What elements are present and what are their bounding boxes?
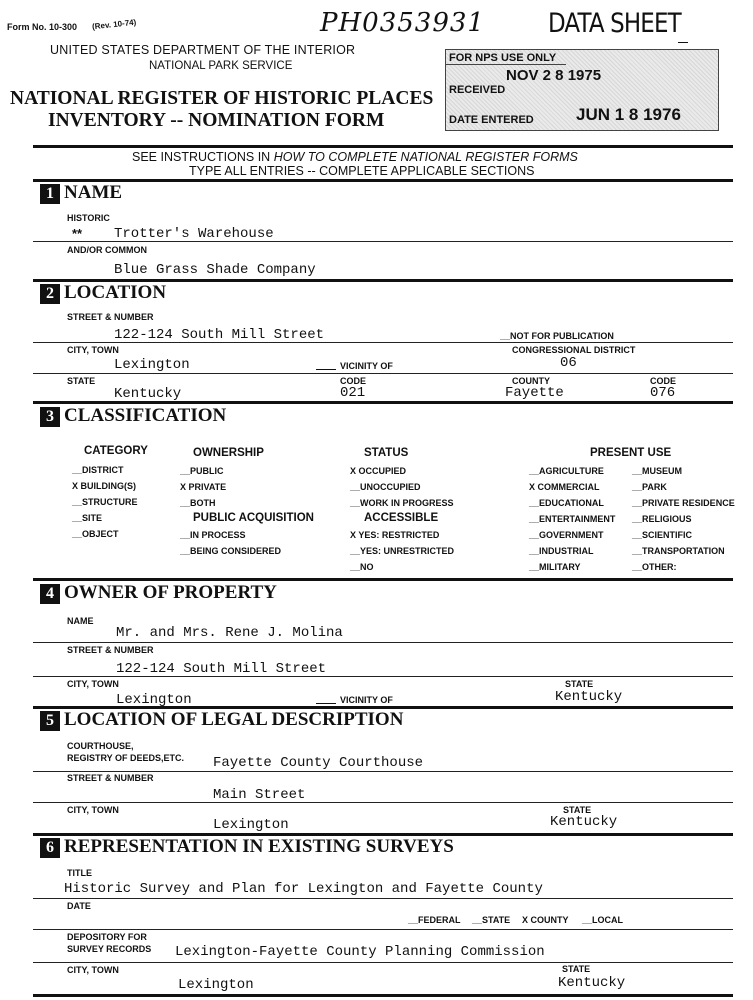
section-5-number: 5 xyxy=(40,711,60,731)
present-use-option: __PRIVATE RESIDENCE xyxy=(632,498,735,508)
owner-vicinity-label: VICINITY OF xyxy=(340,695,393,705)
legal-street-value: Main Street xyxy=(213,787,306,803)
survey-state-label: STATE xyxy=(562,964,591,974)
rule xyxy=(33,962,733,963)
nps-label-underline xyxy=(446,64,566,65)
depository-label-line1: DEPOSITORY FOR xyxy=(67,932,147,942)
status-option: __UNOCCUPIED xyxy=(350,482,421,492)
present-use-heading: PRESENT USE xyxy=(590,447,672,459)
public-acquisition-heading: PUBLIC ACQUISITION xyxy=(193,512,314,524)
nps-use-only-label: FOR NPS USE ONLY xyxy=(449,52,557,64)
location-vicinity-label: VICINITY OF xyxy=(340,361,393,371)
rule xyxy=(33,373,733,374)
county-code-label: CODE xyxy=(650,376,677,386)
received-date-stamp: NOV 2 8 1975 xyxy=(506,67,602,84)
instructions-top-rule xyxy=(33,145,733,148)
instructions-guide-title: HOW TO COMPLETE NATIONAL REGISTER FORMS xyxy=(273,150,578,164)
survey-state-value: Kentucky xyxy=(558,975,626,991)
location-city-label: CITY, TOWN xyxy=(67,345,119,355)
present-use-option: __SCIENTIFIC xyxy=(632,530,693,540)
historic-name-value: Trotter's Warehouse xyxy=(114,226,274,242)
congressional-district-label: CONGRESSIONAL DISTRICT xyxy=(512,345,636,355)
present-use-option: __PARK xyxy=(632,482,667,492)
stamp-underline xyxy=(678,42,688,43)
survey-level-option: X COUNTY xyxy=(522,915,569,925)
section-2-bottom-rule xyxy=(33,401,733,404)
legal-state-label: STATE xyxy=(563,805,592,815)
owner-street-label: STREET & NUMBER xyxy=(67,645,154,655)
not-for-publication-label: __NOT FOR PUBLICATION xyxy=(500,331,614,341)
depository-label-line2: SURVEY RECORDS xyxy=(67,944,152,954)
present-use-option: X COMMERCIAL xyxy=(529,482,600,492)
depository-value: Lexington-Fayette County Planning Commission xyxy=(175,944,545,960)
rule xyxy=(33,771,733,772)
vicinity-blank xyxy=(316,703,336,704)
location-street-value: 122-124 South Mill Street xyxy=(114,327,325,343)
present-use-option: __EDUCATIONAL xyxy=(529,498,604,508)
owner-name-label: NAME xyxy=(67,616,94,626)
section-6-title: REPRESENTATION IN EXISTING SURVEYS xyxy=(64,836,454,857)
legal-state-value: Kentucky xyxy=(550,814,618,830)
date-entered-stamp: JUN 1 8 1976 xyxy=(576,105,681,124)
rule xyxy=(33,898,733,899)
survey-level-option: __FEDERAL xyxy=(408,915,461,925)
location-city-value: Lexington xyxy=(114,357,190,373)
acquisition-option: __BEING CONSIDERED xyxy=(180,546,282,556)
category-heading: CATEGORY xyxy=(84,445,148,457)
acquisition-option: __IN PROCESS xyxy=(180,530,246,540)
present-use-option: __AGRICULTURE xyxy=(529,466,604,476)
common-name-value: Blue Grass Shade Company xyxy=(114,262,316,278)
status-heading: STATUS xyxy=(364,447,409,459)
access-option: __NO xyxy=(350,562,374,572)
survey-level-option: __LOCAL xyxy=(582,915,624,925)
section-3-number: 3 xyxy=(40,407,60,427)
common-name-label: AND/OR COMMON xyxy=(67,245,147,255)
instructions-line1 xyxy=(132,150,578,164)
rule xyxy=(33,342,733,343)
form-revision: (Rev. 10-74) xyxy=(91,17,137,32)
section-1-title: NAME xyxy=(64,182,123,203)
ownership-option: __PUBLIC xyxy=(180,466,224,476)
present-use-option: __INDUSTRIAL xyxy=(529,546,594,556)
category-option: __STRUCTURE xyxy=(72,497,138,507)
historic-name-label: HISTORIC xyxy=(67,213,110,223)
present-use-option: __RELIGIOUS xyxy=(632,514,692,524)
nps-use-only-box xyxy=(445,49,719,131)
category-option: X BUILDING(S) xyxy=(72,481,136,491)
survey-city-value: Lexington xyxy=(178,977,254,993)
ownership-option: __BOTH xyxy=(180,498,216,508)
present-use-option: __TRANSPORTATION xyxy=(632,546,725,556)
section-1-number: 1 xyxy=(40,184,60,204)
location-street-label: STREET & NUMBER xyxy=(67,312,154,322)
present-use-option: __GOVERNMENT xyxy=(529,530,604,540)
data-sheet-stamp: DATA SHEET xyxy=(548,8,681,39)
rule xyxy=(33,929,733,930)
ownership-heading: OWNERSHIP xyxy=(193,447,264,459)
access-option: __YES: UNRESTRICTED xyxy=(350,546,455,556)
accessible-heading: ACCESSIBLE xyxy=(364,512,439,524)
county-label: COUNTY xyxy=(512,376,550,386)
department-name: UNITED STATES DEPARTMENT OF THE INTERIOR xyxy=(50,43,356,57)
legal-street-label: STREET & NUMBER xyxy=(67,773,154,783)
category-option: __OBJECT xyxy=(72,529,119,539)
rule xyxy=(33,676,733,677)
location-state-value: Kentucky xyxy=(114,386,182,402)
service-name: NATIONAL PARK SERVICE xyxy=(149,60,293,72)
owner-city-value: Lexington xyxy=(116,692,192,708)
legal-city-value: Lexington xyxy=(213,817,289,833)
county-code-value: 076 xyxy=(650,385,676,401)
present-use-option: __OTHER: xyxy=(632,562,677,572)
county-value: Fayette xyxy=(505,385,564,401)
section-3-title: CLASSIFICATION xyxy=(64,405,227,426)
owner-state-value: Kentucky xyxy=(555,689,623,705)
location-state-label: STATE xyxy=(67,376,96,386)
instructions-line2: TYPE ALL ENTRIES -- COMPLETE APPLICABLE SECTIONS xyxy=(189,164,535,178)
form-title-line2: INVENTORY -- NOMINATION FORM xyxy=(48,110,385,131)
status-option: X OCCUPIED xyxy=(350,466,407,476)
ownership-option: X PRIVATE xyxy=(180,482,227,492)
received-label: RECEIVED xyxy=(449,84,506,96)
section-5-title: LOCATION OF LEGAL DESCRIPTION xyxy=(64,709,404,730)
section-4-title: OWNER OF PROPERTY xyxy=(64,582,277,603)
date-entered-label: DATE ENTERED xyxy=(449,114,534,126)
owner-city-label: CITY, TOWN xyxy=(67,679,119,689)
survey-title-value: Historic Survey and Plan for Lexington and Fayette County xyxy=(64,881,543,897)
rule xyxy=(33,802,733,803)
instructions-prefix: SEE INSTRUCTIONS IN xyxy=(132,150,274,164)
registry-label: REGISTRY OF DEEDS,ETC. xyxy=(67,753,185,763)
rule xyxy=(33,642,733,643)
owner-name-value: Mr. and Mrs. Rene J. Molina xyxy=(116,625,343,641)
category-option: __DISTRICT xyxy=(72,465,124,475)
present-use-option: __MILITARY xyxy=(529,562,581,572)
courthouse-label: COURTHOUSE, xyxy=(67,741,134,751)
handwritten-reference-number: PH0353931 xyxy=(320,8,485,38)
state-code-label: CODE xyxy=(340,376,367,386)
congressional-district-value: 06 xyxy=(560,355,577,371)
status-option: __WORK IN PROGRESS xyxy=(350,498,454,508)
category-option: __SITE xyxy=(72,513,103,523)
present-use-option: __MUSEUM xyxy=(632,466,683,476)
section-6-bottom-rule xyxy=(33,994,733,997)
rule xyxy=(33,241,733,242)
survey-city-label: CITY, TOWN xyxy=(67,965,119,975)
historic-name-mark: ** xyxy=(72,226,83,241)
survey-title-label: TITLE xyxy=(67,868,92,878)
present-use-option: __ENTERTAINMENT xyxy=(529,514,616,524)
legal-city-label: CITY, TOWN xyxy=(67,805,119,815)
owner-state-label: STATE xyxy=(565,679,594,689)
section-6-number: 6 xyxy=(40,838,60,858)
vicinity-blank xyxy=(316,369,336,370)
section-4-number: 4 xyxy=(40,584,60,604)
courthouse-value: Fayette County Courthouse xyxy=(213,755,424,771)
access-option: X YES: RESTRICTED xyxy=(350,530,440,540)
section-2-title: LOCATION xyxy=(64,282,167,303)
section-2-number: 2 xyxy=(40,284,60,304)
instructions-bottom-rule xyxy=(33,179,733,182)
state-code-value: 021 xyxy=(340,385,366,401)
form-title-line1: NATIONAL REGISTER OF HISTORIC PLACES xyxy=(10,88,434,109)
form-number: Form No. 10-300 xyxy=(7,22,78,32)
owner-street-value: 122-124 South Mill Street xyxy=(116,661,327,677)
survey-date-label: DATE xyxy=(67,901,91,911)
survey-level-option: __STATE xyxy=(472,915,511,925)
section-3-bottom-rule xyxy=(33,578,733,581)
